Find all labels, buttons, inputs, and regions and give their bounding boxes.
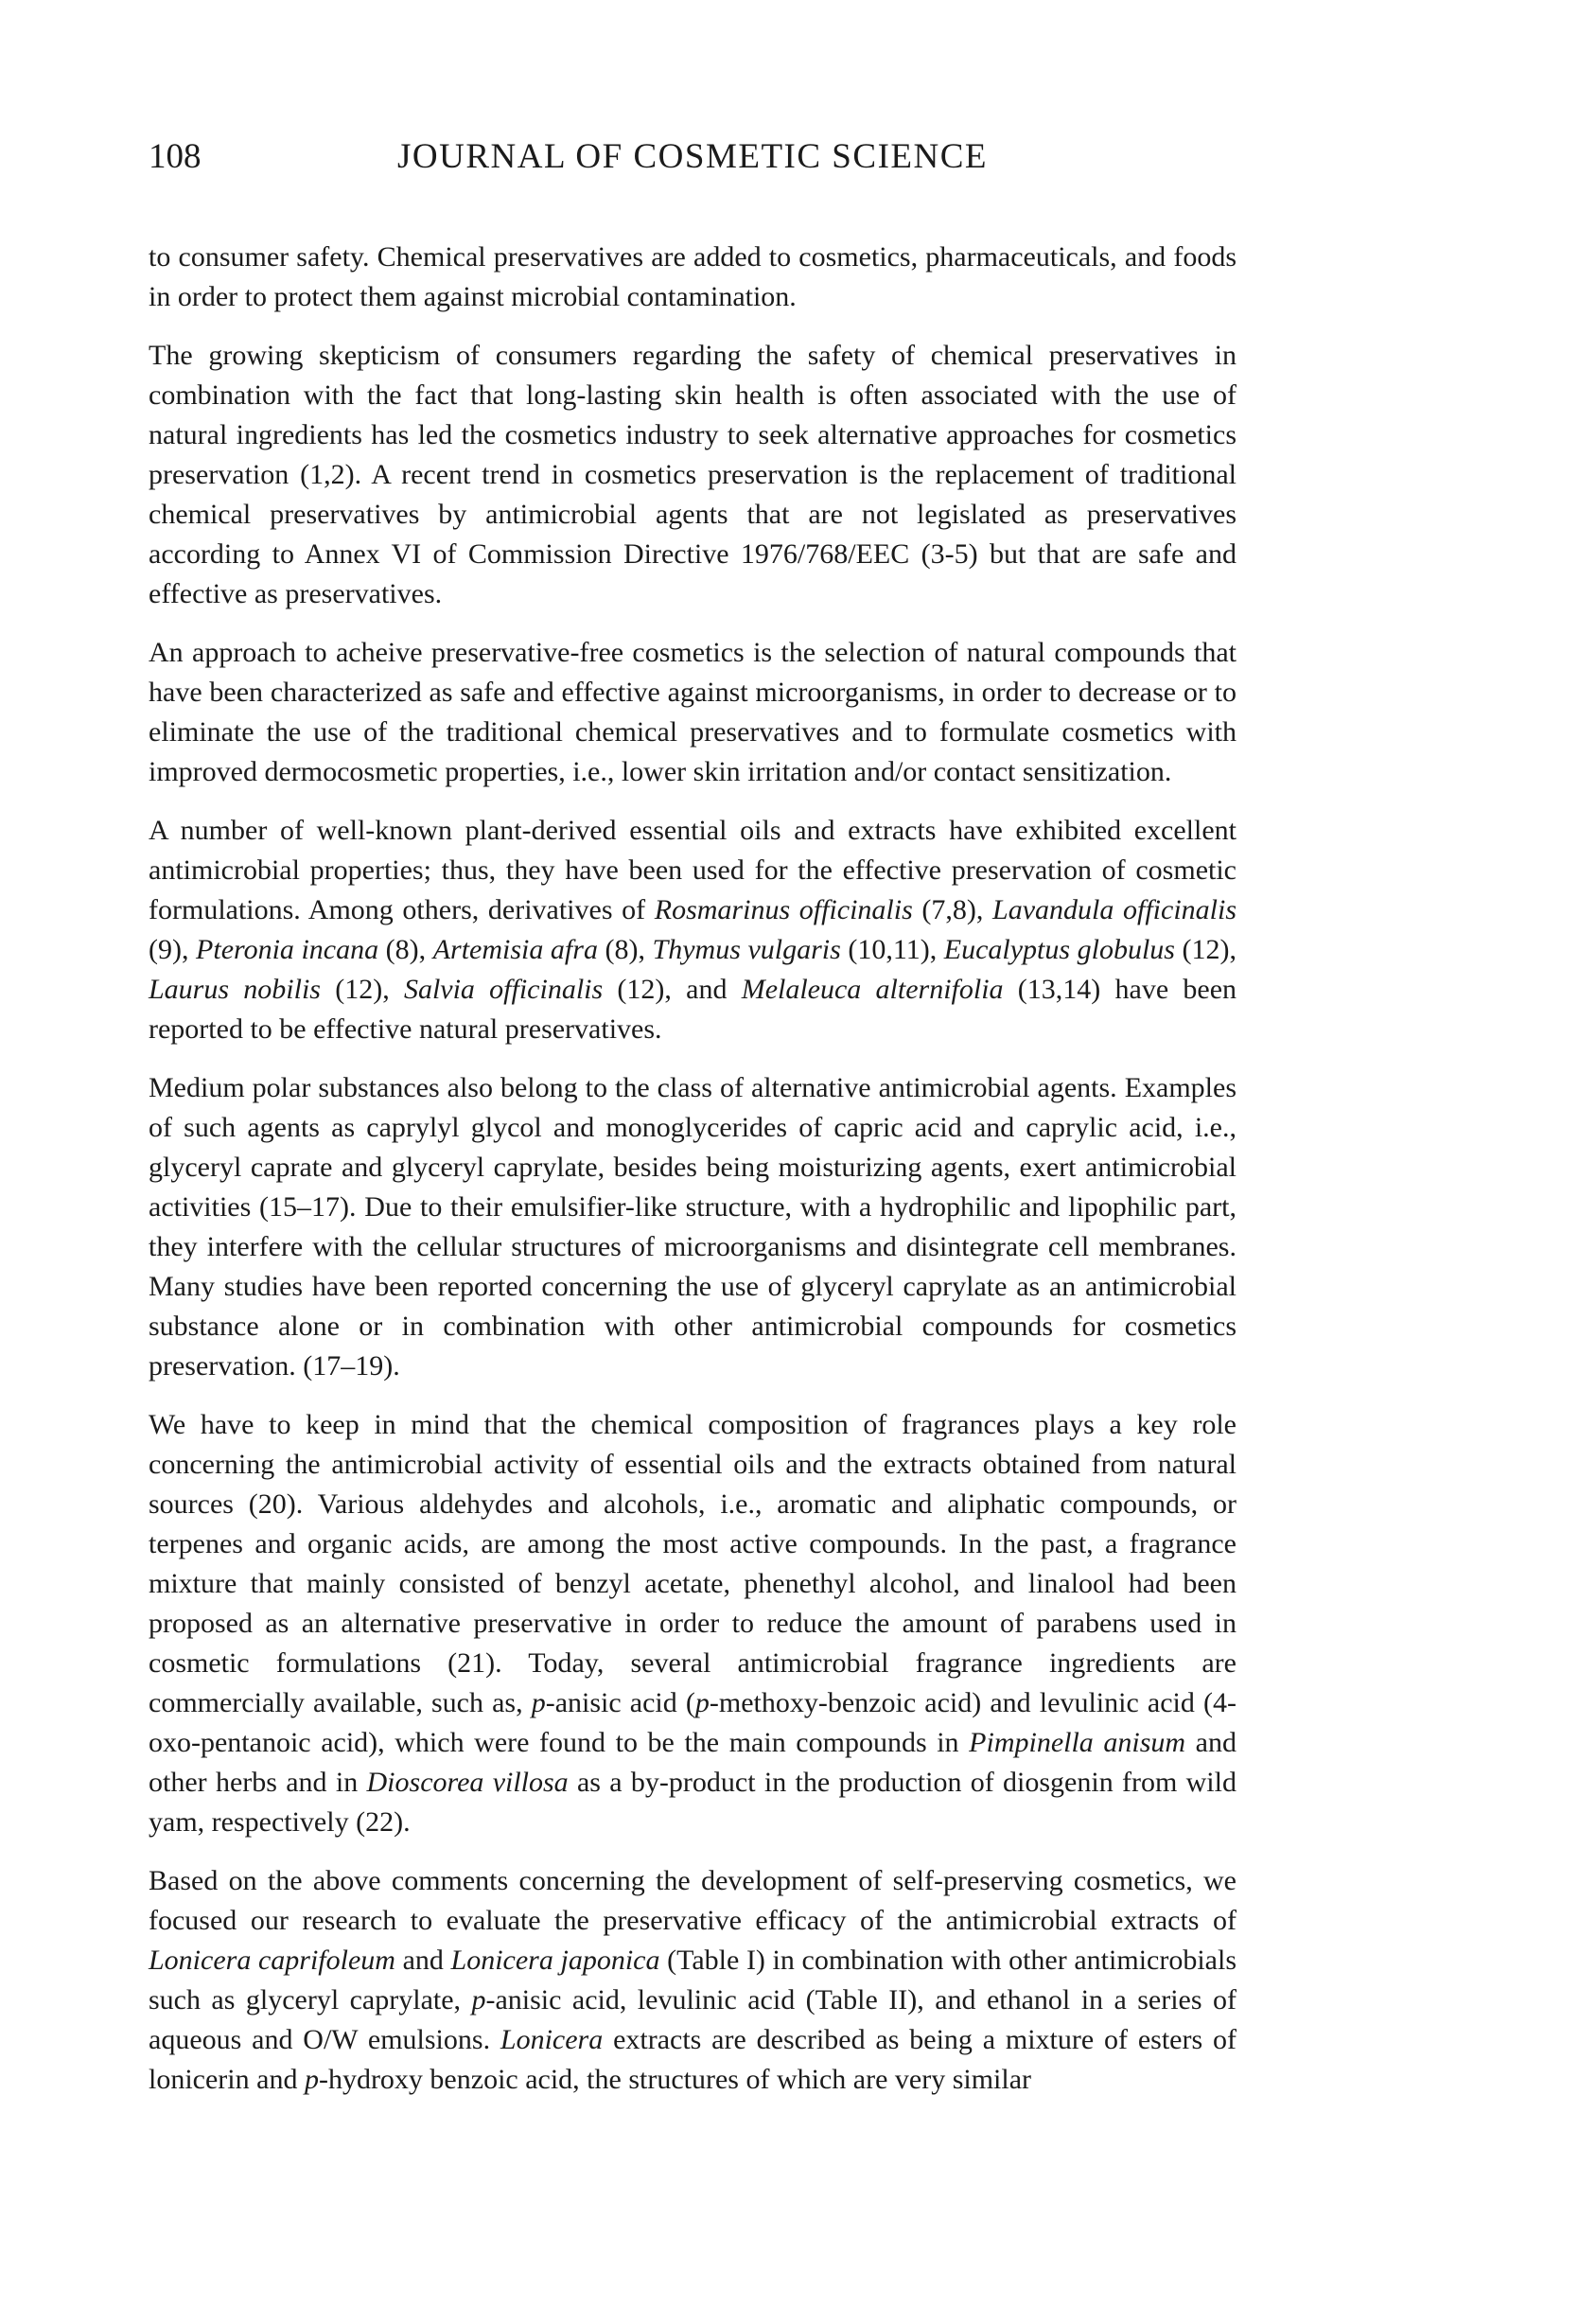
body-paragraph: Based on the above comments concerning the development of self-preserving cosmetics, we focused our research to evaluate the preservative efficacy of the antimicrobial extracts of Lonicera caprifoleum and Lonicera japonica (Table I) in combination with other antimicrobials such as glyceryl caprylate, p-anisic acid, levulinic acid (Table II), and ethanol in a series of aqueous and O/W emulsions. Lonicera extracts are described as being a mixture of esters of lonicerin and p-hydroxy benzoic acid, the structures of which are very similar: [149, 1865, 1236, 2095]
journal-title: JOURNAL OF COSMETIC SCIENCE: [397, 137, 988, 176]
body-paragraph: to consumer safety. Chemical preservatives are added to cosmetics, pharmaceuticals, and foods in order to protect them against microbial contamination.: [149, 241, 1236, 312]
body-paragraph: The growing skepticism of consumers regarding the safety of chemical preservatives in combination with the fact that long-lasting skin health is often associated with the use of natural ingredients has led the cosmetics industry to seek alternative approaches for cosmetics preservation (1,2). A recent trend in cosmetics preservation is the replacement of traditional chemical preservatives by antimicrobial agents that are not legislated as preservatives according to Annex VI of Commission Directive 1976/768/EEC (3-5) but that are safe and effective as preservatives.: [149, 340, 1236, 609]
body-paragraph: Medium polar substances also belong to the class of alternative antimicrobial agents. Examples of such agents as caprylyl glycol and monoglycerides of capric acid and caprylic acid, i.e., glyceryl caprate and glyceryl caprylate, besides being moisturizing agents, exert antimicrobial activities (15–17). Due to their emulsifier-like structure, with a hydrophilic and lipophilic part, they interfere with the cellular structures of microorganisms and disintegrate cell membranes. Many studies have been reported concerning the use of glyceryl caprylate as an antimicrobial substance alone or in combination with other antimicrobial compounds for cosmetics preservation. (17–19).: [149, 1072, 1236, 1382]
page-header: [149, 135, 1236, 179]
body-paragraph: An approach to acheive preservative-free cosmetics is the selection of natural compounds that have been characterized as safe and effective against microorganisms, in order to decrease or to eliminate the use of the traditional chemical preservatives and to formulate cosmetics with improved dermocosmetic properties, i.e., lower skin irritation and/or contact sensitization.: [149, 637, 1236, 787]
page-content: [149, 135, 1236, 2119]
article-body: [149, 238, 1236, 2100]
body-paragraph: We have to keep in mind that the chemical composition of fragrances plays a key role concerning the antimicrobial activity of essential oils and the extracts obtained from natural sources (20). Various aldehydes and alcohols, i.e., aromatic and aliphatic compounds, or terpenes and organic acids, are among the most active compounds. In the past, a fragrance mixture that mainly consisted of benzyl acetate, phenethyl alcohol, and linalool had been proposed as an alternative preservative in order to reduce the amount of parabens used in cosmetic formulations (21). Today, several antimicrobial fragrance ingredients are commercially available, such as, p-anisic acid (p-methoxy-benzoic acid) and levulinic acid (4-oxo-pentanoic acid), which were found to be the main compounds in Pimpinella anisum and other herbs and in Dioscorea villosa as a by-product in the production of diosgenin from wild yam, respectively (22).: [149, 1409, 1236, 1838]
body-paragraph: A number of well-known plant-derived essential oils and extracts have exhibited excellent antimicrobial properties; thus, they have been used for the effective preservation of cosmetic formulations. Among others, derivatives of Rosmarinus officinalis (7,8), Lavandula officinalis (9), Pteronia incana (8), Artemisia afra (8), Thymus vulgaris (10,11), Eucalyptus globulus (12), Laurus nobilis (12), Salvia officinalis (12), and Melaleuca alternifolia (13,14) have been reported to be effective natural preservatives.: [149, 815, 1237, 1045]
page-number: 108: [149, 137, 202, 176]
